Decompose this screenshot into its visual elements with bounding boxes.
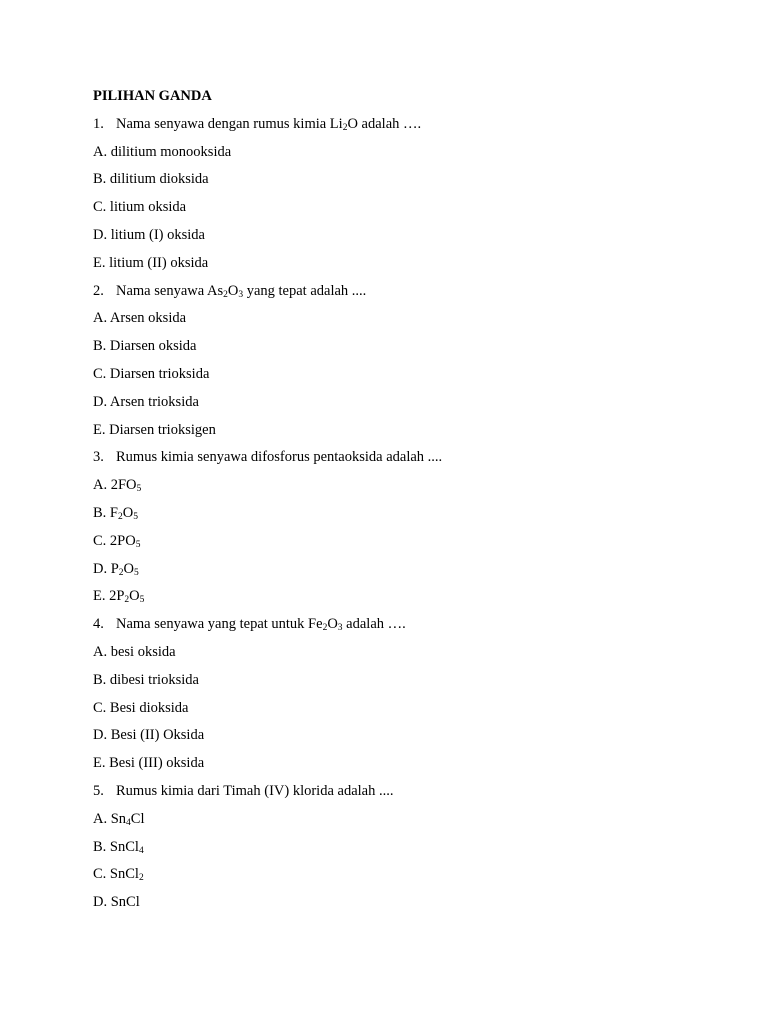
subscript: 5: [133, 511, 138, 522]
answer-option-2-b: B. Diarsen oksida: [93, 338, 197, 355]
subscript: 2: [124, 595, 130, 606]
document-page: [93, 86, 693, 920]
subscript: 5: [135, 539, 141, 550]
subscript: 5: [134, 567, 139, 578]
answer-option-2-d: D. Arsen trioksida: [93, 393, 199, 410]
question-3: [93, 447, 693, 475]
question-number: 2.: [93, 282, 104, 299]
answer-option-5-b: B. SnCl$_4$: [93, 838, 144, 856]
answer-option-3-b: B. $F_2O_5$: [93, 504, 138, 522]
subscript: 2: [118, 511, 123, 522]
answer-option-1-e: E. litium (II) oksida: [93, 254, 209, 271]
subscript: 2: [223, 289, 228, 300]
answer-option-1-c: C. litium oksida: [93, 199, 187, 216]
question-2: [93, 281, 693, 309]
subscript: 4: [138, 845, 144, 856]
answer-option-5-d: D. SnCl: [93, 894, 140, 911]
question-text: Nama senyawa $As_2O_3$ yang tepat adalah ....: [116, 282, 367, 300]
answer-option-3-e: E. $2P_2O_5$: [93, 588, 145, 606]
answer-option-4-d: D. Besi (II) Oksida: [93, 727, 205, 744]
question-1: [93, 114, 693, 142]
answer-option-4-e: E. Besi (III) oksida: [93, 755, 205, 772]
subscript: 2: [118, 567, 124, 578]
subscript: 4: [126, 817, 131, 828]
subscript: 2: [322, 623, 328, 634]
answer-option-5-c: C. SnCl$_2$: [93, 866, 144, 884]
subscript: 5: [136, 484, 142, 495]
subscript: 3: [337, 623, 343, 634]
answer-option-1-b: B. dilitium dioksida: [93, 171, 209, 188]
question-list: [93, 114, 693, 920]
answer-option-4-c: C. Besi dioksida: [93, 699, 189, 716]
subscript: 3: [238, 289, 244, 300]
answer-option-3-a: A. $2FO_5$: [93, 477, 142, 495]
question-number: 1.: [93, 115, 104, 132]
answer-option-1-d: D. litium (I) oksida: [93, 226, 205, 243]
question-text: Nama senyawa dengan rumus kimia $Li_2O$ adalah ….: [116, 115, 422, 133]
answer-option-4-a: A. besi oksida: [93, 643, 176, 660]
question-number: 5.: [93, 782, 104, 799]
question-text: Nama senyawa yang tepat untuk $Fe_2O_3$ adalah ….: [116, 616, 406, 634]
subscript: 2: [138, 873, 144, 884]
question-5: [93, 781, 693, 809]
answer-option-2-c: C. Diarsen trioksida: [93, 365, 210, 382]
question-text: Rumus kimia senyawa difosforus pentaoksida adalah ....: [116, 449, 443, 466]
answer-option-1-a: A. dilitium monooksida: [93, 143, 232, 160]
answer-option-3-d: D. $P_2O_5$: [93, 560, 139, 578]
question-number: 3.: [93, 449, 104, 466]
answer-option-3-c: C. $2PO_5$: [93, 532, 141, 550]
answer-option-2-a: A. Arsen oksida: [93, 310, 187, 327]
subscript: 5: [139, 595, 145, 606]
question-number: 4.: [93, 616, 104, 633]
question-4: [93, 614, 693, 642]
answer-option-2-e: E. Diarsen trioksigen: [93, 421, 216, 438]
answer-option-4-b: B. dibesi trioksida: [93, 671, 199, 688]
answer-option-5-a: A. $Sn_4Cl$: [93, 810, 145, 828]
subscript: 2: [342, 122, 348, 133]
question-text: Rumus kimia dari Timah (IV) klorida adalah ....: [116, 782, 394, 799]
section-heading: PILIHAN GANDA: [93, 88, 212, 104]
